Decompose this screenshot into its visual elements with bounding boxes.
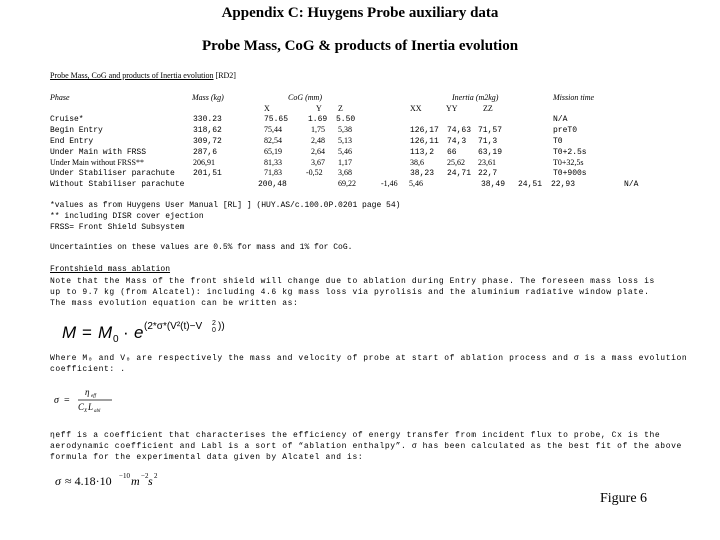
- svg-text:L: L: [88, 402, 94, 412]
- where-line-2: coefficient: .: [50, 365, 126, 374]
- row-yy: 74,3: [447, 137, 467, 146]
- svg-text:M: M: [62, 323, 77, 342]
- mass-equation-graphic: [60, 316, 300, 348]
- where-line-1: Where M₀ and V₀ are respectively the mass and velocity of probe at start of ablation process and σ is a mass evolution: [50, 354, 688, 363]
- note-3: FRSS= Front Shield Subsystem: [50, 223, 185, 232]
- row-mass: 200,48: [258, 180, 287, 189]
- row-x: 65,19: [264, 147, 282, 156]
- note-2: ** including DISR cover ejection: [50, 212, 204, 221]
- row-zz: 63,19: [478, 148, 503, 157]
- row-x: 75,44: [264, 125, 282, 134]
- svg-text:≈ 4.18·10: ≈ 4.18·10: [65, 474, 112, 488]
- row-phase: Without Stabiliser parachute: [50, 180, 185, 189]
- subheader-z: Z: [338, 104, 343, 113]
- subheader-yy: YY: [446, 104, 458, 113]
- svg-text:X: X: [84, 409, 88, 414]
- row-yy: 38,49: [481, 180, 506, 189]
- header-cog: CoG (mm): [288, 93, 322, 102]
- ablation-heading: Frontshield mass ablation: [50, 265, 171, 274]
- svg-text:abl: abl: [94, 409, 101, 414]
- row-x: 82,54: [264, 136, 282, 145]
- row-y: 69,22: [338, 179, 356, 188]
- section-heading-text: Probe Mass, CoG and products of Inertia evolution: [50, 71, 214, 80]
- eta-line-3: formula for the experimental data given by Alcatel and is:: [50, 453, 364, 462]
- sigma-equation: [52, 383, 142, 420]
- subheader-zz: ZZ: [483, 104, 493, 113]
- row-y: 1,75: [311, 125, 325, 134]
- row-mass: 309,72: [193, 137, 222, 146]
- row-mass: 201,51: [193, 169, 222, 178]
- row-mass: 330.23: [193, 115, 222, 124]
- svg-text:η: η: [85, 387, 90, 397]
- row-xx: 113,2: [410, 148, 435, 157]
- row-xx: 126,17: [410, 126, 439, 135]
- svg-text:σ: σ: [55, 474, 61, 488]
- svg-text:e: e: [134, 323, 144, 342]
- row-time: N/A: [624, 180, 639, 189]
- row-z: 5.50: [336, 115, 356, 124]
- row-time: T0+900s: [553, 169, 587, 178]
- svg-text:0: 0: [113, 334, 119, 345]
- row-xx: 38,6: [410, 158, 424, 167]
- row-yy: 66: [447, 148, 457, 157]
- svg-text:C: C: [78, 402, 85, 412]
- row-x: 71,83: [264, 168, 282, 177]
- ablation-line-2: up to 9.7 kg (from Alcatel): including 4.6 kg mass loss via pyrolisis and the aluminium radiative window plate.: [50, 288, 650, 297]
- sigma-value-equation: [53, 467, 173, 498]
- svg-text:σ: σ: [54, 395, 59, 406]
- row-x: 75.65: [264, 115, 289, 124]
- row-y: -0,52: [306, 168, 323, 177]
- row-mass: 287,6: [193, 148, 218, 157]
- row-phase: Under Stabiliser parachute: [50, 169, 175, 178]
- row-xx: 5,46: [409, 179, 423, 188]
- row-extra: 22,93: [551, 180, 576, 189]
- svg-text:0: 0: [212, 327, 216, 334]
- row-zz: 23,61: [478, 158, 496, 167]
- eta-line-2: aerodynamic coefficient and Labl is a sort of “ablation enthalpy”. σ has been calculated as the best fit of the above: [50, 442, 682, 451]
- appendix-subtitle: Probe Mass, CoG & products of Inertia evolution: [201, 38, 519, 54]
- svg-text:−10: −10: [119, 472, 130, 480]
- svg-text:M: M: [98, 323, 113, 342]
- row-xx: 126,11: [410, 137, 439, 146]
- row-phase: Cruise*: [50, 115, 84, 124]
- row-mass: 206,91: [193, 158, 215, 167]
- svg-text:=: =: [64, 395, 70, 406]
- row-phase: Under Main without FRSS**: [50, 158, 145, 167]
- appendix-title: Appendix C: Huygens Probe auxiliary data: [221, 5, 499, 21]
- row-time: T0: [553, 137, 563, 146]
- section-heading: [50, 71, 236, 81]
- row-y: 1.69: [308, 115, 328, 124]
- row-time: preT0: [553, 126, 578, 135]
- row-z: 5,38: [338, 125, 352, 134]
- header-mission: Mission time: [553, 93, 595, 102]
- row-yy: 25,62: [447, 158, 465, 167]
- note-1: *values as from Huygens User Manual [RL] ] (HUY.AS/c.100.0P.0201 page 54): [50, 201, 401, 210]
- row-z: 5,13: [338, 136, 352, 145]
- svg-text:2: 2: [154, 472, 158, 480]
- row-zz: 71,3: [478, 137, 498, 146]
- svg-text:·: ·: [123, 323, 129, 342]
- row-mass: 318,62: [193, 126, 222, 135]
- subheader-y: Y: [316, 104, 322, 113]
- svg-text:=: =: [82, 323, 92, 342]
- uncertainty-note: Uncertainties on these values are 0.5% for mass and 1% for CoG.: [50, 243, 353, 252]
- subheader-xx: XX: [410, 104, 422, 113]
- header-phase: Phase: [50, 93, 70, 102]
- row-y: 3,67: [311, 158, 325, 167]
- svg-text:s: s: [148, 474, 153, 488]
- row-time: T0+32,5s: [553, 158, 584, 167]
- row-y: 2,48: [311, 136, 325, 145]
- svg-text:)): )): [218, 321, 225, 332]
- header-inertia: Inertia (m2kg): [452, 93, 499, 102]
- svg-text:2: 2: [212, 320, 216, 327]
- figure-label: Figure 6: [600, 491, 648, 506]
- row-time: T0+2.5s: [553, 148, 587, 157]
- sigma-equation-graphic: [52, 383, 142, 415]
- row-phase: Begin Entry: [50, 126, 103, 135]
- svg-text:(2*σ*(V²(t)−V: (2*σ*(V²(t)−V: [144, 321, 203, 332]
- row-xx: 38,23: [410, 169, 435, 178]
- row-zz: 22,7: [478, 169, 498, 178]
- row-zz: 24,51: [518, 180, 543, 189]
- ablation-line-3: The mass evolution equation can be written as:: [50, 299, 299, 308]
- sigma-value-graphic: [53, 467, 173, 493]
- ablation-line-1: Note that the Mass of the front shield will change due to ablation during Entry phase. The foreseen mass loss is: [50, 277, 655, 286]
- svg-text:eff: eff: [91, 394, 96, 399]
- row-yy: 24,71: [447, 169, 472, 178]
- row-z: 3,68: [338, 168, 352, 177]
- row-y: 2,64: [311, 147, 325, 156]
- row-zz: 71,57: [478, 126, 503, 135]
- row-z: -1,46: [381, 179, 398, 188]
- row-time: N/A: [553, 115, 568, 124]
- row-yy: 74,63: [447, 126, 472, 135]
- section-ref: [RD2]: [215, 71, 236, 80]
- row-phase: End Entry: [50, 137, 94, 146]
- subheader-x: X: [264, 104, 270, 113]
- row-z: 1,17: [338, 158, 352, 167]
- mass-equation: [60, 316, 300, 353]
- svg-text:m: m: [131, 474, 140, 488]
- eta-line-1: ηeff is a coefficient that characterises the efficiency of energy transfer from incident flux to probe, Cx is the: [50, 431, 661, 440]
- svg-text:−2: −2: [141, 472, 149, 480]
- header-mass: Mass (kg): [192, 93, 224, 102]
- row-z: 5,46: [338, 147, 352, 156]
- row-x: 81,33: [264, 158, 282, 167]
- row-phase: Under Main with FRSS: [50, 148, 147, 157]
